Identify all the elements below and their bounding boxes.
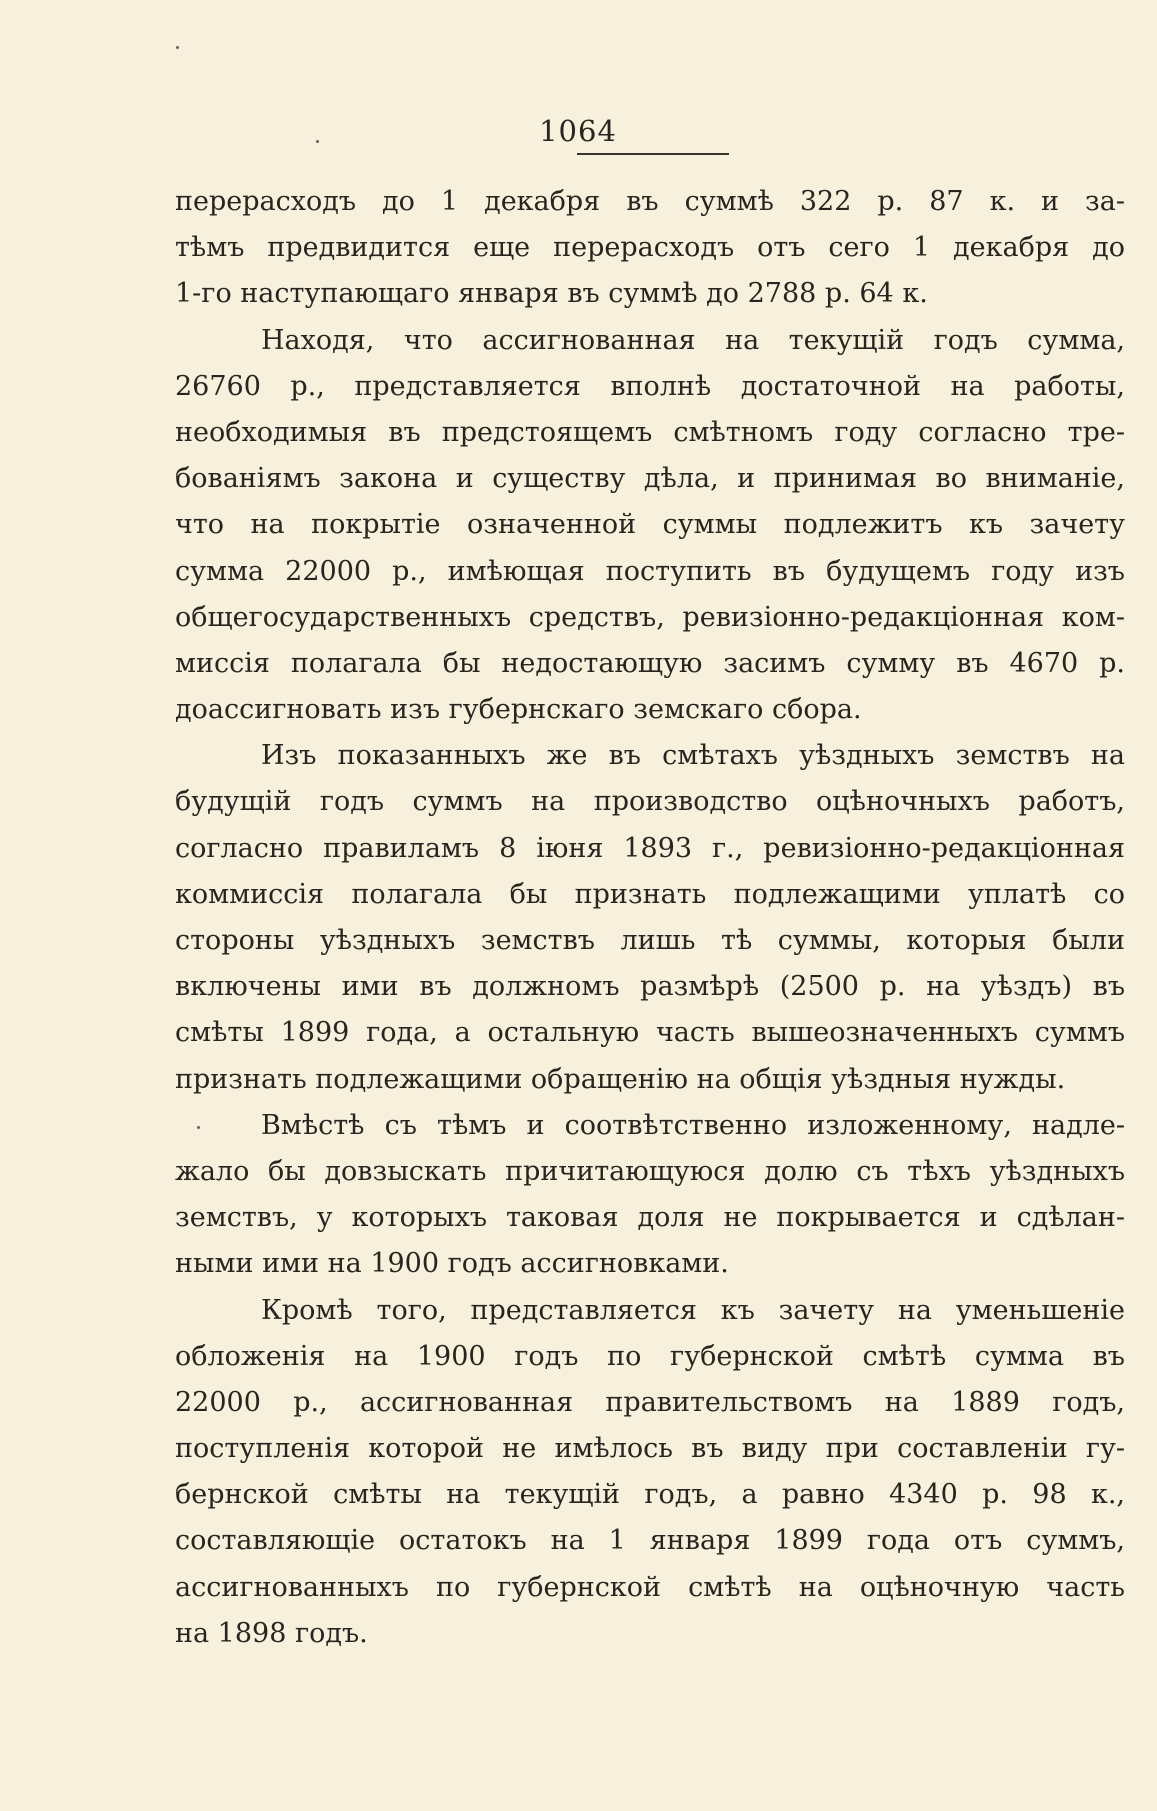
text-line: земствъ, у которыхъ таковая доля не покрывается и сдѣлан- xyxy=(175,1202,1125,1234)
text-line: миссія полагала бы недостающую засимъ сумму въ 4670 р. xyxy=(175,647,1125,679)
text-line: признать подлежащими обращенію на общія уѣздныя нужды. xyxy=(175,1063,1066,1095)
text-line: смѣты 1899 года, а остальную часть вышеозначенныхъ суммъ xyxy=(175,1017,1125,1049)
text-line: коммиссія полагала бы признать подлежащими уплатѣ со xyxy=(175,878,1125,910)
text-line: Кромѣ того, представляется къ зачету на уменьшеніе xyxy=(261,1294,1125,1326)
text-line: бернской смѣты на текущій годъ, а равно 4340 р. 98 к., xyxy=(175,1479,1125,1511)
page-number: 1064 xyxy=(539,114,617,148)
text-line: общегосударственныхъ средствъ, ревизіонно-редакціонная ком- xyxy=(175,601,1125,633)
text-line: стороны уѣздныхъ земствъ лишь тѣ суммы, которыя были xyxy=(175,925,1125,956)
text-line: бованіямъ закона и существу дѣла, и принимая во вниманіе, xyxy=(175,463,1125,495)
text-line: составляющіе остатокъ на 1 января 1899 года отъ суммъ, xyxy=(175,1525,1125,1557)
text-line: 1-го наступающаго января въ суммѣ до 2788 р. 64 к. xyxy=(175,278,928,310)
print-speck xyxy=(316,140,319,143)
text-line: будущій годъ суммъ на производство оцѣночныхъ работъ, xyxy=(175,786,1125,818)
text-line: что на покрытіе означенной суммы подлежитъ къ зачету xyxy=(175,509,1125,541)
text-line: 22000 р., ассигнованная правительствомъ на 1889 годъ, xyxy=(175,1386,1125,1418)
text-line: Находя, что ассигнованная на текущій годъ сумма, xyxy=(261,324,1125,356)
text-line: тѣмъ предвидится еще перерасходъ отъ сего 1 декабря до xyxy=(175,232,1125,264)
text-line: обложенія на 1900 годъ по губернской смѣтѣ сумма въ xyxy=(175,1340,1125,1372)
text-line: Изъ показанныхъ же въ смѣтахъ уѣздныхъ земствъ на xyxy=(261,740,1125,772)
text-line: Вмѣстѣ съ тѣмъ и соотвѣтственно изложенному, надле- xyxy=(261,1109,1125,1141)
text-line: поступленія которой не имѣлось въ виду при составленіи гу- xyxy=(175,1433,1125,1465)
print-speck xyxy=(176,46,179,49)
text-line: включены ими въ должномъ размѣрѣ (2500 р. на уѣздъ) въ xyxy=(175,971,1125,1003)
text-line: доассигновать изъ губернскаго земскаго сбора. xyxy=(175,694,862,726)
text-line: сумма 22000 р., имѣющая поступить въ будущемъ году изъ xyxy=(175,555,1125,587)
page-number-rule xyxy=(577,153,729,155)
text-line: необходимыя въ предстоящемъ смѣтномъ году согласно тре- xyxy=(175,416,1125,448)
text-line: ными ими на 1900 годъ ассигновками. xyxy=(175,1248,729,1280)
text-line: жало бы довзыскать причитающуюся долю съ тѣхъ уѣздныхъ xyxy=(175,1155,1125,1187)
text-line: перерасходъ до 1 декабря въ суммѣ 322 р. 87 к. и за- xyxy=(175,186,1125,217)
text-line: согласно правиламъ 8 іюня 1893 г., ревизіонно-редакціонная xyxy=(175,832,1125,864)
text-line: 26760 р., представляется вполнѣ достаточной на работы, xyxy=(175,370,1125,402)
text-line: ассигнованныхъ по губернской смѣтѣ на оцѣночную часть xyxy=(175,1571,1125,1603)
text-line: на 1898 годъ. xyxy=(175,1617,368,1649)
body-text xyxy=(175,179,1125,1657)
